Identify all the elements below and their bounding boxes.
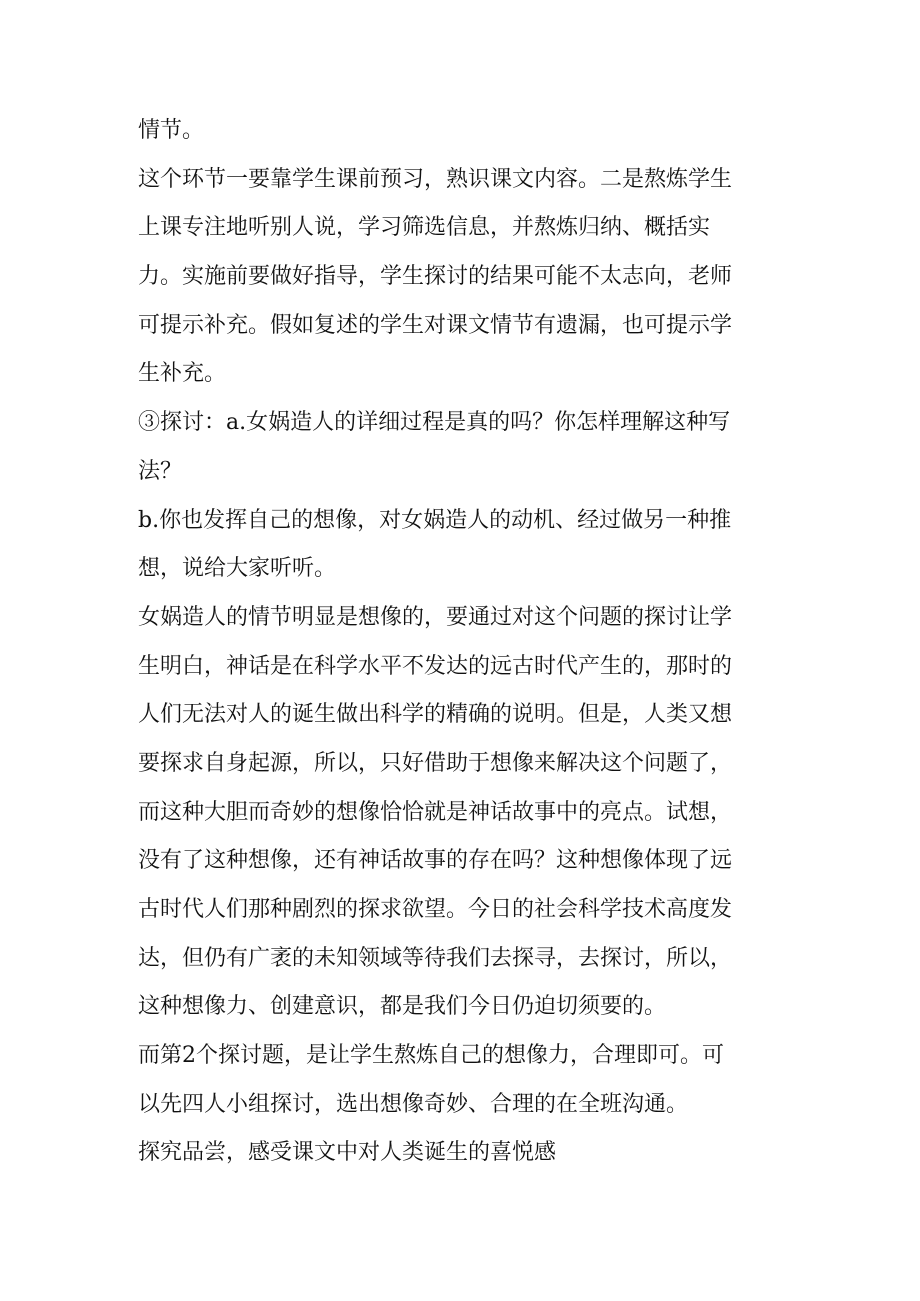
- text-line: ③探讨：a.女娲造人的详细过程是真的吗？你怎样理解这种写: [138, 410, 731, 436]
- text-line: 没有了这种想像，还有神话故事的存在吗？这种想像体现了远: [138, 848, 733, 874]
- body-text: [138, 107, 788, 1178]
- text-line: 生补充。: [138, 361, 227, 387]
- text-line: 生明白，神话是在科学水平不发达的远古时代产生的，那时的: [138, 653, 733, 679]
- text-line: 想，说给大家听听。: [138, 556, 337, 582]
- text-line: 探究品尝，感受课文中对人类诞生的喜悦感: [138, 1140, 557, 1166]
- text-line: 以先四人小组探讨，选出想像奇妙、合理的在全班沟通。: [138, 1091, 689, 1117]
- text-line: 上课专注地听别人说，学习筛选信息，并熬炼归纳、概括实: [138, 215, 711, 241]
- text-line: 要探求自身起源，所以，只好借助于想像来解决这个问题了，: [138, 750, 733, 776]
- text-line: 而第2个探讨题，是让学生熬炼自己的想像力，合理即可。可: [138, 1043, 724, 1069]
- text-line: 情节。: [138, 118, 205, 143]
- text-line: b.你也发挥自己的想像，对女娲造人的动机、经过做另一种推: [138, 507, 732, 533]
- text-line: 达，但仍有广袤的未知领域等待我们去探寻，去探讨，所以，: [138, 945, 733, 971]
- text-line: 这个环节一要靠学生课前预习，熟识课文内容。二是熬炼学生: [138, 166, 733, 192]
- text-line: 人们无法对人的诞生做出科学的精确的说明。但是，人类又想: [138, 702, 733, 728]
- text-line: 而这种大胆而奇妙的想像恰恰就是神话故事中的亮点。试想，: [138, 799, 733, 825]
- text-line: 力。实施前要做好指导，学生探讨的结果可能不太志向，老师: [138, 264, 733, 290]
- text-line: 可提示补充。假如复述的学生对课文情节有遗漏，也可提示学: [138, 312, 733, 338]
- text-line: 法？: [138, 458, 183, 484]
- text-line: 女娲造人的情节明显是想像的，要通过对这个问题的探讨让学: [138, 604, 733, 630]
- text-line: 这种想像力、创建意识，都是我们今日仍迫切须要的。: [138, 994, 667, 1020]
- text-line: 古时代人们那种剧烈的探求欲望。今日的社会科学技术高度发: [138, 897, 733, 922]
